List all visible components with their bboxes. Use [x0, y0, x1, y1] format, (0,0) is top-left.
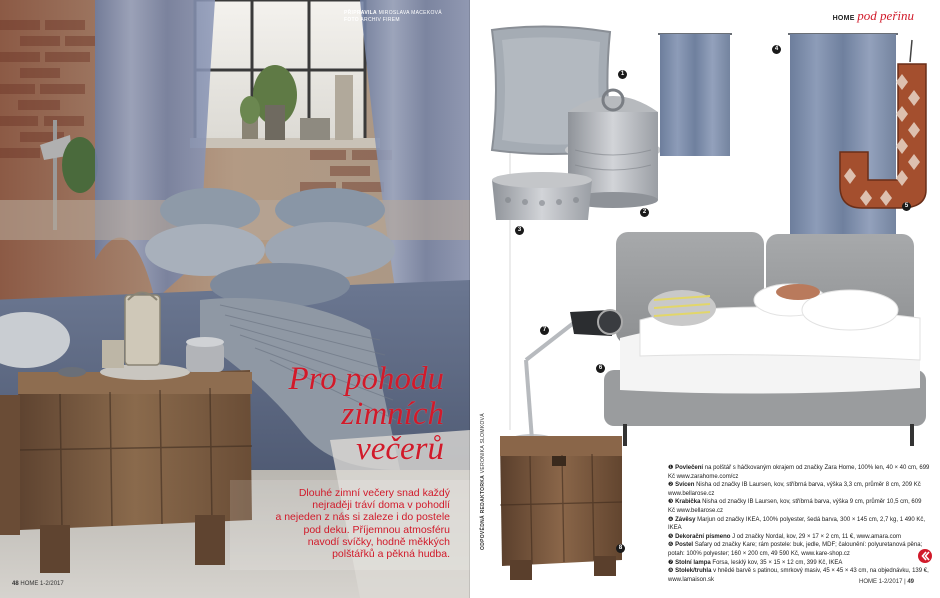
editor-label: ODPOVĚDNÁ REDAKTORKA	[480, 474, 486, 550]
product-number-6: 6	[596, 364, 605, 373]
legend-name-6: Postel	[675, 542, 694, 549]
legend-name-8: Stolek/truhla	[675, 568, 712, 575]
legend-text-3: Nisha od značky IB Laursen, kov, stříbrná barva, výška 9 cm, průměr 10,5 cm, 609 Kč www.bellarose.cz	[668, 499, 922, 514]
legend-item	[668, 464, 930, 481]
issue-left: HOME 1-2/2017	[20, 581, 64, 587]
legend-num-3: ❸	[668, 499, 674, 506]
product-legend	[668, 464, 930, 584]
page-number-right: 49	[907, 579, 914, 585]
legend-name-3: Krabička	[675, 499, 701, 506]
article-intro	[240, 487, 450, 560]
legend-num-5: ❺	[668, 533, 674, 540]
section-subtitle: pod peřinu	[857, 8, 914, 23]
product-number-3: 3	[515, 226, 524, 235]
legend-name-4: Závěsy	[675, 516, 696, 523]
product-number-1: 1	[618, 70, 627, 79]
legend-name-7: Stolní lampa	[675, 559, 711, 566]
prepared-label: PŘIPRAVILA	[344, 10, 377, 16]
prepared-by: MIROSLAVA MACEKOVÁ	[378, 10, 442, 16]
headline-line-3: večerů	[356, 431, 444, 467]
legend-text-5: J od značky Nordal, kov, 29 × 17 × 2 cm, 11 €, www.amara.com	[732, 533, 901, 540]
legend-item	[668, 533, 930, 542]
legend-item	[668, 516, 930, 533]
legend-num-2: ❷	[668, 482, 674, 489]
legend-num-1: ❶	[668, 465, 674, 471]
product-number-8: 8	[616, 544, 625, 553]
article-headline	[244, 362, 444, 467]
legend-text-2: Nisha od značky IB Laursen, kov, stříbrná barva, výška 3,3 cm, průměr 8 cm, 209 Kč www.bellarose.cz	[668, 482, 921, 497]
legend-text-8: v hnědé barvě s patinou, smrkový masiv, 45 × 45 × 43 cm, na objednávku, 139 €, www.lamaison.sk	[668, 568, 929, 583]
legend-text-7: Forsa, lesklý kov, 35 × 15 × 12 cm, 399 Kč, IKEA	[712, 559, 843, 566]
issue-right: HOME 1-2/2017	[859, 579, 903, 585]
section-home: HOME	[832, 15, 855, 22]
legend-name-1: Povlečení	[675, 465, 704, 471]
legend-num-8: ❽	[668, 568, 674, 575]
editor-name: VERONIKA SLOMKOVÁ	[480, 413, 486, 474]
photo-credits	[344, 10, 442, 24]
headline-line-2: zimních	[341, 396, 444, 432]
legend-name-2: Svícen	[675, 482, 695, 489]
photo-by: ARCHIV FIREM	[360, 17, 400, 23]
legend-item	[668, 498, 930, 515]
legend-item	[668, 481, 930, 498]
product-number-7: 7	[540, 326, 549, 335]
intro-line-2: nejraději tráví doma v pohodlí	[312, 499, 450, 512]
folio-left	[12, 581, 64, 587]
photo-label: FOTO	[344, 17, 359, 23]
product-number-2: 2	[640, 208, 649, 217]
intro-line-5: navodí svíčky, hodně měkkých	[307, 535, 450, 548]
chevron-left-glyph	[918, 549, 932, 563]
intro-line-1: Dlouhé zimní večery snad každý	[298, 487, 450, 499]
product-number-5: 5	[902, 202, 911, 211]
legend-text-6: Safary od značky Kare; rám postele: buk, jedle, MDF; čalounění: polyuretanová pěna; potah: 100% polyester; 160 × 200 cm, 49 590 Kč, www.kare-shop.cz	[668, 542, 923, 557]
editor-credit	[480, 410, 486, 550]
product-number-4: 4	[772, 45, 781, 54]
headline-line-1: Pro pohodu	[288, 361, 444, 397]
legend-num-4: ❹	[668, 516, 674, 523]
right-page	[470, 0, 940, 598]
legend-item	[668, 559, 930, 568]
legend-text-4: Marjun od značky IKEA, 100% polyester, šedá barva, 300 × 145 cm, 2,7 kg, 1 490 Kč, IKEA	[668, 516, 926, 532]
page-number-left: 48	[12, 581, 19, 587]
legend-name-5: Dekorační písmeno	[675, 533, 731, 540]
legend-text-1: na polštář s háčkovaným okrajem od značky Zara Home, 100% len, 40 × 40 cm, 699 Kč www.zarahome.com/cz	[668, 465, 930, 480]
section-label	[833, 8, 914, 24]
intro-line-6: polštářků a pěkná hudba.	[332, 548, 450, 561]
legend-num-6: ❻	[668, 542, 674, 549]
chevron-left-icon[interactable]	[918, 549, 932, 563]
intro-line-4: pod deku. Příjemnou atmosféru	[303, 523, 450, 536]
legend-num-7: ❼	[668, 559, 674, 566]
folio-right: HOME 1-2/2017 | 49	[859, 579, 914, 585]
intro-line-3: a nejeden z nás si zaleze i do postele	[275, 511, 450, 524]
legend-item	[668, 541, 930, 558]
